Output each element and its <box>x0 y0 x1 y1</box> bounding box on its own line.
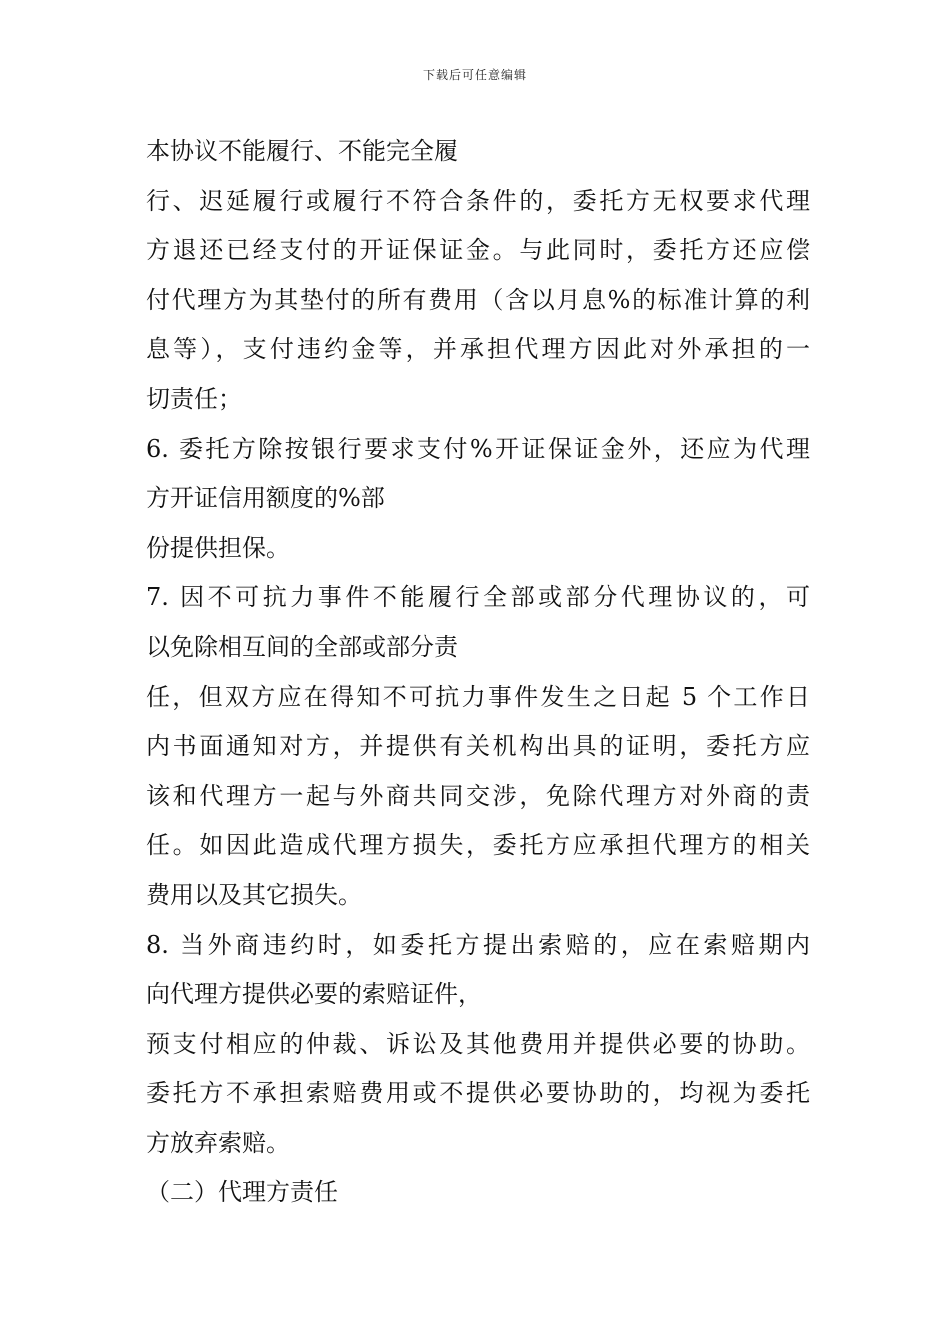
text-line: 委托方不承担索赔费用或不提供必要协助的，均视为委托 <box>146 1079 810 1108</box>
text-line: 8. 当外商违约时，如委托方提出索赔的，应在索赔期内 <box>146 930 810 959</box>
text-line: 内书面通知对方，并提供有关机构出具的证明，委托方应 <box>146 732 810 761</box>
page-header: 下载后可任意编辑 <box>422 68 527 82</box>
text-line: 方退还已经支付的开证保证金。与此同时，委托方还应偿 <box>146 236 810 265</box>
text-line: 任。如因此造成代理方损失，委托方应承担代理方的相关 <box>146 831 810 860</box>
text-line: 7. 因不可抗力事件不能履行全部或部分代理协议的，可 <box>146 583 810 612</box>
text-line: 方放弃索赔。 <box>146 1128 290 1157</box>
text-line: 向代理方提供必要的索赔证件， <box>146 980 482 1009</box>
text-line: 以免除相互间的全部或部分责 <box>146 632 458 661</box>
document-body <box>146 127 810 1218</box>
text-line: 本协议不能履行、不能完全履 <box>146 137 458 165</box>
text-line: 切责任； <box>146 384 242 413</box>
text-line: 6. 委托方除按银行要求支付%开证保证金外，还应为代理 <box>146 434 810 463</box>
text-line: 预支付相应的仲裁、诉讼及其他费用并提供必要的协助。 <box>146 1029 810 1058</box>
text-line: 份提供担保。 <box>146 533 290 562</box>
text-line: 该和代理方一起与外商共同交涉，免除代理方对外商的责 <box>146 781 810 810</box>
text-line: 任，但双方应在得知不可抗力事件发生之日起 5 个工作日 <box>146 682 810 711</box>
text-line: 息等），支付违约金等，并承担代理方因此对外承担的一 <box>146 335 810 364</box>
text-line: 方开证信用额度的%部 <box>146 484 385 513</box>
section-heading: （二）代理方责任 <box>146 1178 338 1207</box>
text-line: 行、迟延履行或履行不符合条件的，委托方无权要求代理 <box>146 186 810 215</box>
text-line: 付代理方为其垫付的所有费用（含以月息%的标准计算的利 <box>146 285 810 314</box>
text-line: 费用以及其它损失。 <box>146 880 362 909</box>
